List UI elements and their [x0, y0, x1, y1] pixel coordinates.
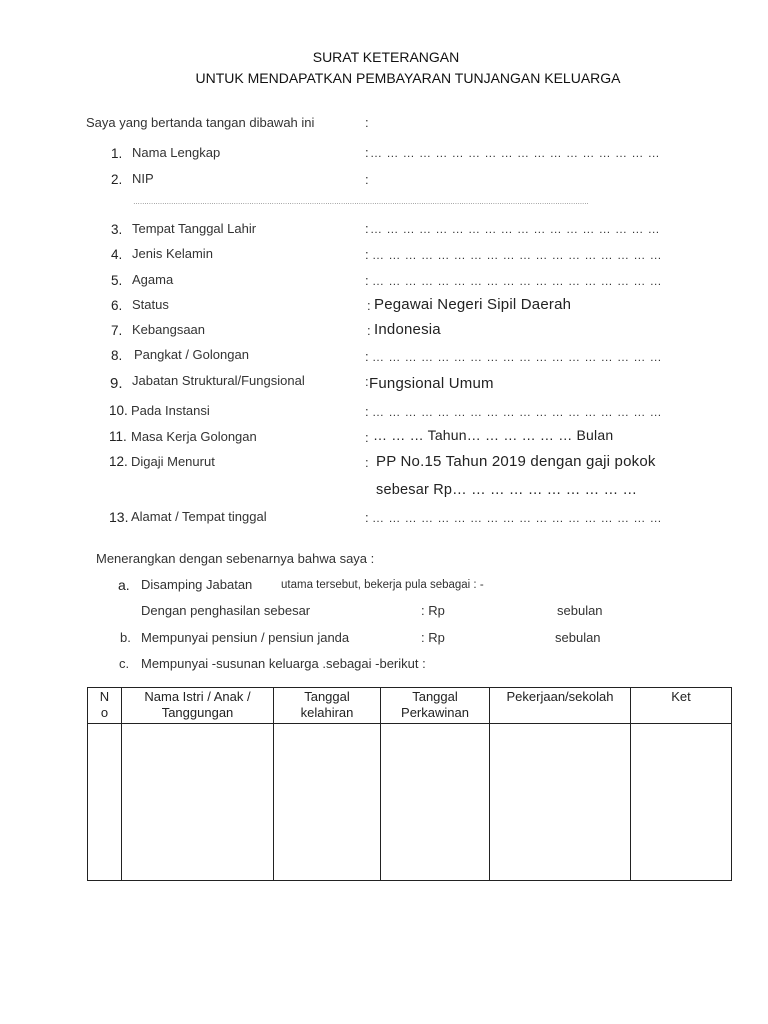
field-number: 4. [111, 247, 123, 262]
field-label-masa-kerja: Masa Kerja Golongan [131, 429, 257, 444]
field-number: 2. [111, 172, 123, 187]
field-colon: : [365, 404, 369, 419]
field-number: 7. [111, 323, 123, 338]
field-value-digaji[interactable]: PP No.15 Tahun 2019 dengan gaji pokok [376, 453, 656, 470]
field-number: 1. [111, 146, 123, 161]
col-header-tanggal-kelahiran: Tanggal kelahiran [274, 688, 381, 724]
item-b-text: Mempunyai pensiun / pensiun janda [141, 630, 350, 645]
table-cell[interactable] [122, 724, 274, 881]
statement-intro: Menerangkan dengan sebenarnya bahwa saya : [96, 551, 375, 566]
field-value-agama[interactable]: … … … … … … … … … … … … … … … … … … [372, 274, 663, 288]
field-label-status: Status [132, 297, 169, 312]
pension-per-month: sebulan [555, 630, 601, 645]
intro-colon: : [365, 115, 369, 130]
table-cell[interactable] [381, 724, 490, 881]
field-value-jenis-kelamin[interactable]: … … … … … … … … … … … … … … … … … … [372, 248, 663, 262]
field-label-jenis-kelamin: Jenis Kelamin [132, 246, 213, 261]
item-c-text: Mempunyai -susunan keluarga .sebagai -berikut : [141, 656, 426, 671]
field-label-nama: Nama Lengkap [132, 145, 221, 160]
col-header-no: N o [88, 688, 122, 724]
field-value-ttl[interactable]: … … … … … … … … … … … … … … … … … … [370, 222, 661, 236]
income-rp[interactable]: : Rp [421, 603, 445, 618]
table-cell[interactable] [274, 724, 381, 881]
document-title: SURAT KETERANGAN [312, 49, 460, 65]
field-label-nip: NIP [132, 171, 154, 186]
table-header-row [88, 688, 732, 724]
field-colon: : [365, 247, 369, 262]
table-cell[interactable] [631, 724, 732, 881]
field-colon: : [365, 172, 369, 187]
field-value-pangkat[interactable]: … … … … … … … … … … … … … … … … … … [372, 350, 663, 364]
field-value-jabatan[interactable]: Fungsional Umum [369, 375, 494, 392]
col-header-tanggal-perkawinan: Tanggal Perkawinan [381, 688, 490, 724]
family-table [87, 687, 732, 881]
field-value-masa-kerja[interactable]: … … … Tahun… … … … … … Bulan [373, 427, 614, 443]
item-a-letter: a. [118, 577, 130, 593]
field-value-nama[interactable]: … … … … … … … … … … … … … … … … … … [370, 146, 661, 160]
item-a-text-2: utama tersebut, bekerja pula sebagai : - [281, 579, 484, 591]
field-label-agama: Agama [132, 272, 174, 287]
document-subtitle: UNTUK MENDAPATKAN PEMBAYARAN TUNJANGAN KELUARGA [195, 70, 621, 86]
field-value-instansi[interactable]: … … … … … … … … … … … … … … … … … … [372, 405, 663, 419]
table-cell[interactable] [490, 724, 631, 881]
field-colon: : [365, 374, 369, 389]
income-label: Dengan penghasilan sebesar [141, 603, 311, 618]
field-number: 10. [109, 403, 128, 418]
col-header-nama: Nama Istri / Anak / Tanggungan [122, 688, 274, 724]
field-number: 3. [111, 222, 123, 237]
field-value-gaji-pokok[interactable]: sebesar Rp… … … … … … … … … … [376, 482, 638, 498]
field-label-pangkat: Pangkat / Golongan [134, 347, 249, 362]
field-number: 5. [111, 273, 123, 288]
intro-text: Saya yang bertanda tangan dibawah ini [86, 115, 315, 130]
field-colon: : [367, 323, 371, 338]
col-header-pekerjaan: Pekerjaan/sekolah [490, 688, 631, 724]
field-number: 9. [110, 375, 123, 392]
field-label-digaji: Digaji Menurut [131, 454, 215, 469]
field-colon: : [365, 510, 369, 525]
table-row [88, 724, 732, 881]
item-a-text: Disamping Jabatan [141, 577, 253, 592]
table-cell[interactable] [88, 724, 122, 881]
field-number: 12. [109, 454, 128, 469]
pension-rp[interactable]: : Rp [421, 630, 445, 645]
col-header-ket: Ket [631, 688, 732, 724]
income-per-month: sebulan [557, 603, 603, 618]
field-value-nip[interactable]: …………………………………………………………………………………………………………………………………………………………………………………… [133, 199, 589, 206]
field-label-alamat: Alamat / Tempat tinggal [131, 509, 267, 524]
item-b-letter: b. [120, 630, 131, 645]
field-colon: : [365, 221, 369, 236]
field-label-jabatan: Jabatan Struktural/Fungsional [132, 373, 305, 388]
field-number: 6. [111, 298, 123, 313]
field-colon: : [365, 430, 369, 445]
field-colon: : [365, 349, 369, 364]
field-colon: : [365, 273, 369, 288]
field-label-ttl: Tempat Tanggal Lahir [132, 221, 257, 236]
field-value-status[interactable]: Pegawai Negeri Sipil Daerah [374, 296, 572, 313]
field-number: 8. [111, 348, 123, 363]
field-colon: : [365, 145, 369, 160]
field-label-instansi: Pada Instansi [131, 403, 210, 418]
field-label-kebangsaan: Kebangsaan [132, 322, 206, 337]
item-c-letter: c. [119, 656, 130, 671]
field-value-alamat[interactable]: … … … … … … … … … … … … … … … … … … [372, 511, 663, 525]
field-number: 13. [109, 509, 129, 525]
field-number: 11. [109, 429, 127, 444]
field-value-kebangsaan[interactable]: Indonesia [374, 321, 441, 338]
field-colon: : [365, 455, 369, 470]
field-colon: : [367, 298, 371, 313]
